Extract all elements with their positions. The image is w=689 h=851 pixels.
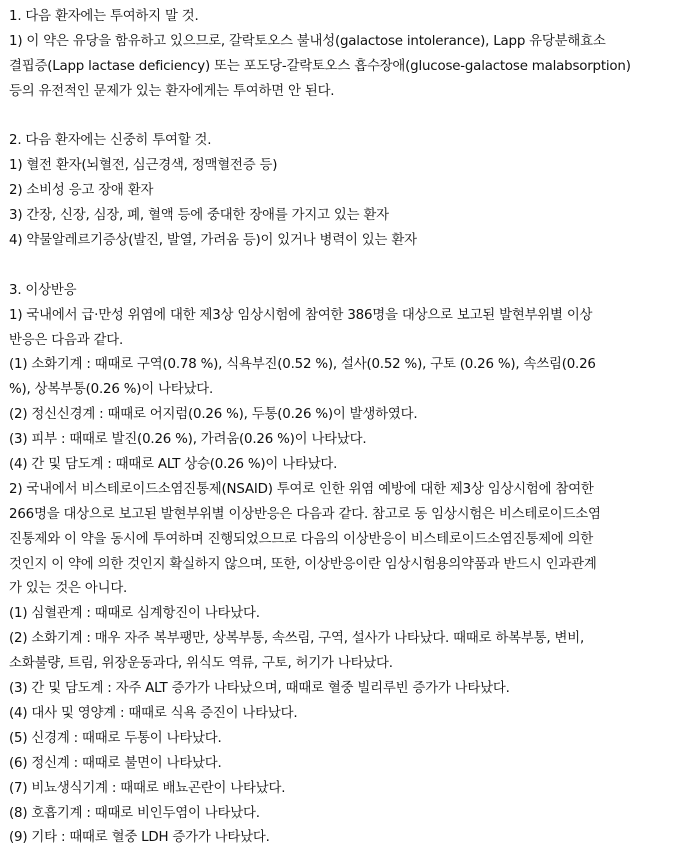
text-line: 2) 소비성 응고 장애 환자 [9,183,154,199]
text-line: 266명을 대상으로 보고된 발현부위별 이상반응은 다음과 같다. 참고로 동 임상시험은 비스테로이드소염 [9,506,601,522]
text-line: %), 상복부통(0.26 %)이 나타났다. [9,382,214,398]
text-line: (4) 간 및 담도계 : 때때로 ALT 상승(0.26 %)이 나타났다. [9,457,338,473]
section-2-heading: 2. 다음 환자에는 신중히 투여할 것. [9,133,212,149]
blank-line [9,105,681,130]
text-line: 2) 국내에서 비스테로이드소염진통제(NSAID) 투여로 인한 위염 예방에 대한 제3상 임상시험에 참여한 [9,481,594,497]
text-line: (3) 피부 : 때때로 발진(0.26 %), 가려움(0.26 %)이 나타났다. [9,432,367,448]
text-line: (7) 비뇨생식기계 : 때때로 배뇨곤란이 나타났다. [9,780,286,796]
text-line: 1) 이 약은 유당을 함유하고 있으므로, 갈락토오스 불내성(galactose intolerance), Lapp 유당분해효소 [9,33,606,49]
document-body [9,5,681,851]
text-line: 반응은 다음과 같다. [9,332,124,348]
text-line: 4) 약물알레르기증상(발진, 발열, 가려움 등)이 있거나 병력이 있는 환자 [9,233,417,249]
blank-line [9,254,681,279]
text-line: (1) 심혈관계 : 때때로 심계항진이 나타났다. [9,606,260,622]
text-line: 1) 국내에서 급·만성 위염에 대한 제3상 임상시험에 참여한 386명을 대상으로 보고된 발현부위별 이상 [9,307,593,323]
text-line: (2) 소화기계 : 매우 자주 복부팽만, 상복부통, 속쓰림, 구역, 설사가 나타났다. 때때로 하복부통, 변비, [9,631,585,647]
text-line: 가 있는 것은 아니다. [9,581,128,597]
text-line: 소화불량, 트림, 위장운동과다, 위식도 역류, 구토, 허기가 나타났다. [9,656,393,672]
text-line: (5) 신경계 : 때때로 두통이 나타났다. [9,730,222,746]
text-line: (4) 대사 및 영양계 : 때때로 식욕 증진이 나타났다. [9,705,298,721]
text-line: 3) 간장, 신장, 심장, 폐, 혈액 등에 중대한 장애를 가지고 있는 환자 [9,208,389,224]
text-line: (2) 정신신경계 : 때때로 어지럼(0.26 %), 두통(0.26 %)이 발생하였다. [9,407,418,423]
text-line: 결핍증(Lapp lactase deficiency) 또는 포도당-갈락토오스 흡수장애(glucose-galactose malabsorption) [9,58,631,74]
text-line: 등의 유전적인 문제가 있는 환자에게는 투여하면 안 된다. [9,83,335,99]
section-3-heading: 3. 이상반응 [9,282,77,298]
section-1-heading: 1. 다음 환자에는 투여하지 말 것. [9,9,199,24]
text-line: (8) 호흡기계 : 때때로 비인두염이 나타났다. [9,805,260,821]
text-line: (3) 간 및 담도계 : 자주 ALT 증가가 나타났으며, 때때로 혈중 빌리루빈 증가가 나타났다. [9,681,510,697]
text-line: (6) 정신계 : 때때로 불면이 나타났다. [9,755,222,771]
text-line: 1) 혈전 환자(뇌혈전, 심근경색, 정맥혈전증 등) [9,158,278,174]
text-line: 것인지 이 약에 의한 것인지 확실하지 않으며, 또한, 이상반응이란 임상시험용의약품과 반드시 인과관계 [9,556,597,572]
text-line: 진통제와 이 약을 동시에 투여하며 진행되었으므로 다음의 이상반응이 비스테로이드소염진통제에 의한 [9,531,594,547]
text-line: (9) 기타 : 때때로 혈중 LDH 증가가 나타났다. [9,830,270,846]
text-line: (1) 소화기계 : 때때로 구역(0.78 %), 식욕부진(0.52 %), 설사(0.52 %), 구토 (0.26 %), 속쓰림(0.26 [9,357,596,373]
